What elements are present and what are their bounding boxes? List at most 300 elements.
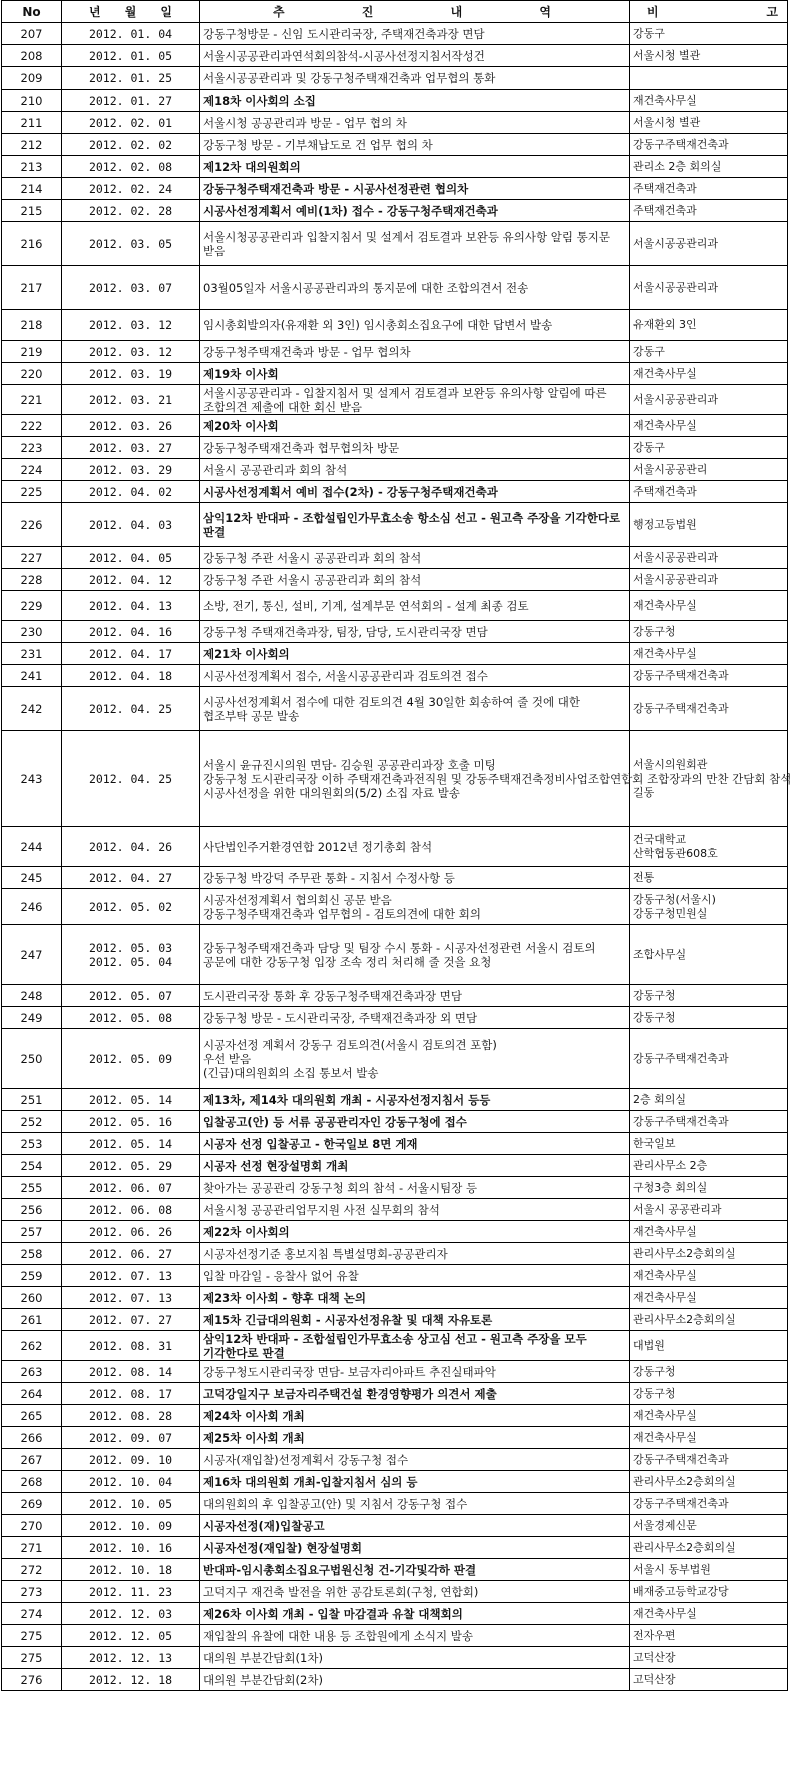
table-row [2, 134, 788, 156]
cell-no: 207 [2, 23, 62, 45]
cell-detail: 제16차 대의원회 개최-입찰지침서 심의 등 [200, 1471, 630, 1493]
cell-note: 재건축사무실 [630, 1405, 788, 1427]
cell-note: 강동구 [630, 437, 788, 459]
cell-detail: 시공사선정계획서 접수에 대한 검토의견 4월 30일한 회송하여 줄 것에 대한 협조부탁 공문 발송 [200, 687, 630, 731]
cell-note: 관리사무소2층회의실 [630, 1243, 788, 1265]
cell-no: 216 [2, 222, 62, 266]
cell-date: 2012. 04. 26 [62, 827, 200, 867]
table-row [2, 731, 788, 827]
cell-date: 2012. 01. 05 [62, 45, 200, 67]
cell-no: 225 [2, 481, 62, 503]
cell-line: 강동구청(서울시) [633, 892, 716, 906]
cell-no: 272 [2, 1559, 62, 1581]
cell-date: 2012. 08. 17 [62, 1383, 200, 1405]
cell-no: 258 [2, 1243, 62, 1265]
table-row [2, 665, 788, 687]
cell-note: 강동구 [630, 23, 788, 45]
cell-line: 강동구청민원실 [633, 906, 708, 920]
table-row [2, 341, 788, 363]
cell-date: 2012. 07. 27 [62, 1309, 200, 1331]
cell-no: 229 [2, 591, 62, 621]
cell-detail: 제21차 이사회의 [200, 643, 630, 665]
cell-date: 2012. 10. 05 [62, 1493, 200, 1515]
cell-note: 재건축사무실 [630, 1427, 788, 1449]
table-row [2, 1581, 788, 1603]
cell-detail: 강동구청도시관리국장 면담- 보금자리아파트 추진실태파악 [200, 1361, 630, 1383]
table-row [2, 621, 788, 643]
cell-note: 전자우편 [630, 1625, 788, 1647]
cell-detail: 제24차 이사회 개최 [200, 1405, 630, 1427]
cell-no: 274 [2, 1603, 62, 1625]
cell-no: 245 [2, 867, 62, 889]
cell-no: 275 [2, 1625, 62, 1647]
cell-date: 2012. 02. 28 [62, 200, 200, 222]
cell-no: 255 [2, 1177, 62, 1199]
table-row [2, 1029, 788, 1089]
table-row [2, 112, 788, 134]
cell-date: 2012. 03. 05 [62, 222, 200, 266]
cell-detail: 제19차 이사회 [200, 363, 630, 385]
cell-date: 2012. 05. 16 [62, 1111, 200, 1133]
cell-detail: 시공사선정계획서 접수, 서울시공공관리과 검토의견 접수 [200, 665, 630, 687]
cell-note: 서울시공공관리과 [630, 385, 788, 415]
table-row [2, 1669, 788, 1691]
cell-no: 230 [2, 621, 62, 643]
cell-date: 2012. 04. 25 [62, 687, 200, 731]
cell-note: 관리사무소2층회의실 [630, 1309, 788, 1331]
cell-date: 2012. 05. 14 [62, 1089, 200, 1111]
cell-line: 건국대학교 [633, 832, 687, 846]
cell-no: 265 [2, 1405, 62, 1427]
cell-note: 배재중고등학교강당 [630, 1581, 788, 1603]
table-row [2, 481, 788, 503]
cell-date: 2012. 03. 21 [62, 385, 200, 415]
cell-no: 243 [2, 731, 62, 827]
cell-date: 2012. 04. 27 [62, 867, 200, 889]
cell-date: 2012. 03. 29 [62, 459, 200, 481]
cell-no: 275 [2, 1647, 62, 1669]
cell-note: 강동구청 [630, 1383, 788, 1405]
table-row [2, 1133, 788, 1155]
table-body [2, 23, 791, 1691]
cell-date: 2012. 04. 18 [62, 665, 200, 687]
cell-detail: 삼익12차 반대파 - 조합설립인가무효소송 상고심 선고 - 원고측 주장을 모두 기각한다로 판결 [200, 1331, 630, 1361]
cell-date: 2012. 04. 12 [62, 569, 200, 591]
cell-detail: 입찰 마감일 - 응찰사 없어 유찰 [200, 1265, 630, 1287]
cell-detail: 고덕강일지구 보금자리주택건설 환경영향평가 의견서 제출 [200, 1383, 630, 1405]
cell-no: 210 [2, 90, 62, 112]
cell-date [62, 925, 200, 985]
cell-detail: 강동구청방문 - 신임 도시관리국장, 주택재건축과장 면담 [200, 23, 630, 45]
history-table [1, 0, 791, 1691]
cell-note: 재건축사무실 [630, 591, 788, 621]
cell-detail: 강동구청 주관 서울시 공공관리과 회의 참석 [200, 569, 630, 591]
cell-note: 서울시공공관리과 [630, 266, 788, 310]
cell-no: 276 [2, 1669, 62, 1691]
cell-detail: 제20차 이사회 [200, 415, 630, 437]
cell-note: 관리소 2층 회의실 [630, 156, 788, 178]
cell-note [630, 889, 788, 925]
cell-no: 217 [2, 266, 62, 310]
cell-date: 2012. 01. 04 [62, 23, 200, 45]
table-row [2, 1427, 788, 1449]
cell-detail: 강동구청 주관 서울시 공공관리과 회의 참석 [200, 547, 630, 569]
cell-no: 267 [2, 1449, 62, 1471]
cell-detail: 서울시청 공공관리과 방문 - 업무 협의 차 [200, 112, 630, 134]
table-row [2, 867, 788, 889]
cell-no: 213 [2, 156, 62, 178]
table-row [2, 437, 788, 459]
table-row [2, 1007, 788, 1029]
cell-date: 2012. 04. 03 [62, 503, 200, 547]
cell-no: 223 [2, 437, 62, 459]
cell-date: 2012. 12. 18 [62, 1669, 200, 1691]
cell-note: 고덕산장 [630, 1647, 788, 1669]
cell-date: 2012. 04. 05 [62, 547, 200, 569]
table-row [2, 547, 788, 569]
cell-detail: 대의원 부분간담회(2차) [200, 1669, 630, 1691]
cell-detail: 서울시청 공공관리업무지원 사전 실무회의 참석 [200, 1199, 630, 1221]
cell-date: 2012. 10. 09 [62, 1515, 200, 1537]
table-row [2, 363, 788, 385]
cell-no: 212 [2, 134, 62, 156]
cell-detail: 대의원회의 후 입찰공고(안) 및 지침서 강동구청 접수 [200, 1493, 630, 1515]
cell-no: 224 [2, 459, 62, 481]
cell-detail: 서울시청공공관리과 입찰지침서 및 설계서 검토결과 보완등 유의사항 알림 통지문 받음 [200, 222, 630, 266]
cell-no: 246 [2, 889, 62, 925]
cell-date: 2012. 04. 17 [62, 643, 200, 665]
cell-note: 재건축사무실 [630, 363, 788, 385]
cell-note: 재건축사무실 [630, 1603, 788, 1625]
header-note: 비 고 [630, 1, 788, 23]
cell-date: 2012. 08. 28 [62, 1405, 200, 1427]
cell-date: 2012. 12. 03 [62, 1603, 200, 1625]
cell-no: 220 [2, 363, 62, 385]
cell-no: 244 [2, 827, 62, 867]
cell-detail: 강동구청주택재건축과 방문 - 시공사선정관련 협의차 [200, 178, 630, 200]
cell-no: 215 [2, 200, 62, 222]
cell-note: 강동구청 [630, 1007, 788, 1029]
cell-note: 서울시공공관리과 [630, 222, 788, 266]
cell-note: 2층 회의실 [630, 1089, 788, 1111]
cell-date: 2012. 02. 01 [62, 112, 200, 134]
cell-no: 257 [2, 1221, 62, 1243]
cell-detail: 시공자선정(재입찰) 현장설명회 [200, 1537, 630, 1559]
cell-date: 2012. 01. 27 [62, 90, 200, 112]
cell-detail: 시공사선정계획서 예비(1차) 접수 - 강동구청주택재건축과 [200, 200, 630, 222]
cell-no: 273 [2, 1581, 62, 1603]
cell-note: 서울시공공관리과 [630, 547, 788, 569]
cell-no: 260 [2, 1287, 62, 1309]
table-row [2, 222, 788, 266]
cell-date: 2012. 09. 10 [62, 1449, 200, 1471]
cell-date: 2012. 04. 13 [62, 591, 200, 621]
cell-note: 행정고등법원 [630, 503, 788, 547]
cell-note: 재건축사무실 [630, 1265, 788, 1287]
cell-detail: 소방, 전기, 통신, 설비, 기계, 설계부문 연석회의 - 설계 최종 검토 [200, 591, 630, 621]
cell-note [630, 827, 788, 867]
cell-detail: 제22차 이사회의 [200, 1221, 630, 1243]
cell-date: 2012. 10. 16 [62, 1537, 200, 1559]
cell-note: 서울시청 별관 [630, 112, 788, 134]
cell-detail: 제23차 이사회 - 향후 대책 논의 [200, 1287, 630, 1309]
cell-detail: 제15차 긴급대의원회 - 시공자선정유찰 및 대책 자유토론 [200, 1309, 630, 1331]
table-row [2, 1199, 788, 1221]
cell-note: 서울시 공공관리과 [630, 1199, 788, 1221]
table-row [2, 1243, 788, 1265]
header-date: 년 월 일 [62, 1, 200, 23]
cell-detail: 강동구청주택재건축과 담당 및 팀장 수시 통화 - 시공자선정관련 서울시 검토의 공문에 대한 강동구청 입장 조속 정리 처리해 줄 것을 요청 [200, 925, 630, 985]
cell-detail: 시공자선정기준 홍보지침 특별설명회-공공관리자 [200, 1243, 630, 1265]
cell-no: 256 [2, 1199, 62, 1221]
cell-no: 250 [2, 1029, 62, 1089]
table-row [2, 1383, 788, 1405]
cell-line: 강동구청주택재건축과 업무협의 - 검토의견에 대한 회의 [203, 906, 481, 921]
cell-note: 강동구주택재건축과 [630, 1029, 788, 1089]
table-row [2, 1265, 788, 1287]
table-row [2, 266, 788, 310]
cell-line: 우선 받음 [203, 1051, 252, 1066]
table-row [2, 1177, 788, 1199]
cell-date: 2012. 03. 26 [62, 415, 200, 437]
table-row [2, 1471, 788, 1493]
cell-detail: 서울시공공관리과 및 강동구청주택재건축과 업무협의 통화 [200, 67, 630, 90]
cell-date: 2012. 05. 29 [62, 1155, 200, 1177]
cell-detail: 서울시공공관리과연석회의참석-시공사선정지침서작성건 [200, 45, 630, 67]
table-row [2, 200, 788, 222]
cell-detail: 시공자 선정 입찰공고 - 한국일보 8면 게재 [200, 1133, 630, 1155]
cell-note: 고덕산장 [630, 1669, 788, 1691]
table-row [2, 1647, 788, 1669]
cell-no: 261 [2, 1309, 62, 1331]
cell-no: 226 [2, 503, 62, 547]
table-row [2, 156, 788, 178]
table-row [2, 1111, 788, 1133]
cell-date: 2012. 09. 07 [62, 1427, 200, 1449]
cell-no: 227 [2, 547, 62, 569]
cell-date: 2012. 05. 08 [62, 1007, 200, 1029]
table-row [2, 925, 788, 985]
cell-note: 관리사무소2층회의실 [630, 1537, 788, 1559]
cell-no: 221 [2, 385, 62, 415]
cell-note: 유재환외 3인 [630, 310, 788, 341]
table-row [2, 1515, 788, 1537]
cell-detail: 제18차 이사회의 소집 [200, 90, 630, 112]
cell-date: 2012. 05. 09 [62, 1029, 200, 1089]
cell-detail: 강동구청주택재건축과 협무협의차 방문 [200, 437, 630, 459]
cell-line: 서울시 윤규진시의원 면담- 김승원 공공관리과장 호출 미팅 [203, 757, 496, 772]
cell-note: 강동구 [630, 341, 788, 363]
table-row [2, 1559, 788, 1581]
table-row [2, 1625, 788, 1647]
cell-detail [200, 889, 630, 925]
cell-note: 대법원 [630, 1331, 788, 1361]
table-row [2, 1287, 788, 1309]
cell-date: 2012. 01. 25 [62, 67, 200, 90]
table-row [2, 1361, 788, 1383]
cell-note: 강동구청 [630, 621, 788, 643]
cell-note: 서울시 동부법원 [630, 1559, 788, 1581]
cell-line: 시공사선정을 위한 대의원회의(5/2) 소집 자료 발송 [203, 785, 460, 800]
cell-line: 시공자선정 계획서 강동구 검토의견(서울시 검토의견 포함) [203, 1037, 497, 1052]
cell-no: 248 [2, 985, 62, 1007]
cell-note: 강동구주택재건축과 [630, 687, 788, 731]
cell-date: 2012. 06. 26 [62, 1221, 200, 1243]
cell-no: 270 [2, 1515, 62, 1537]
cell-note: 강동구주택재건축과 [630, 134, 788, 156]
table-row [2, 1155, 788, 1177]
cell-detail: 강동구청 주택재건축과장, 팀장, 담당, 도시관리국장 면담 [200, 621, 630, 643]
cell-no: 211 [2, 112, 62, 134]
table-row [2, 1603, 788, 1625]
cell-date: 2012. 03. 07 [62, 266, 200, 310]
cell-note: 서울경제신문 [630, 1515, 788, 1537]
cell-detail: 시공사선정계획서 예비 접수(2차) - 강동구청주택재건축과 [200, 481, 630, 503]
cell-line: 2012. 05. 03 [88, 940, 173, 955]
cell-no: 253 [2, 1133, 62, 1155]
cell-note: 재건축사무실 [630, 415, 788, 437]
cell-note: 구청3층 회의실 [630, 1177, 788, 1199]
cell-detail: 대의원 부분간담회(1차) [200, 1647, 630, 1669]
cell-date: 2012. 07. 13 [62, 1287, 200, 1309]
table-row [2, 1537, 788, 1559]
table-row [2, 591, 788, 621]
cell-line: 2012. 05. 04 [88, 954, 173, 969]
cell-no: 231 [2, 643, 62, 665]
cell-detail: 시공자선정(재)입찰공고 [200, 1515, 630, 1537]
cell-note: 재건축사무실 [630, 1221, 788, 1243]
cell-note: 재건축사무실 [630, 1287, 788, 1309]
cell-date: 2012. 04. 02 [62, 481, 200, 503]
table-row [2, 1449, 788, 1471]
cell-note: 관리사무소2층회의실 [630, 1471, 788, 1493]
cell-no: 219 [2, 341, 62, 363]
cell-note: 재건축사무실 [630, 90, 788, 112]
table-header [2, 1, 788, 23]
cell-note: 강동구주택재건축과 [630, 1449, 788, 1471]
cell-no: 242 [2, 687, 62, 731]
cell-date: 2012. 04. 16 [62, 621, 200, 643]
cell-detail: 강동구청 박강덕 주무관 통화 - 지침서 수정사항 등 [200, 867, 630, 889]
cell-date: 2012. 06. 27 [62, 1243, 200, 1265]
cell-note: 주택재건축과 [630, 481, 788, 503]
cell-detail: 고덕지구 재건축 발전을 위한 공감토론회(구청, 연합회) [200, 1581, 630, 1603]
cell-detail: 찾아가는 공공관리 강동구청 회의 참석 - 서울시팀장 등 [200, 1177, 630, 1199]
cell-note: 강동구청 [630, 985, 788, 1007]
cell-detail: 제26차 이사회 개최 - 입찰 마감결과 유찰 대책회의 [200, 1603, 630, 1625]
cell-no: 249 [2, 1007, 62, 1029]
cell-no: 218 [2, 310, 62, 341]
cell-no: 214 [2, 178, 62, 200]
cell-detail: 입찰공고(안) 등 서류 공공관리자인 강동구청에 접수 [200, 1111, 630, 1133]
cell-detail: 삼익12차 반대파 - 조합설립인가무효소송 항소심 선고 - 원고측 주장을 기각한다로 판결 [200, 503, 630, 547]
cell-detail: 재입찰의 유찰에 대한 내용 등 조합원에게 소식지 발송 [200, 1625, 630, 1647]
table-row [2, 310, 788, 341]
cell-date: 2012. 05. 07 [62, 985, 200, 1007]
cell-detail: 반대파-임시총회소집요구법원신청 건-기각및각하 판결 [200, 1559, 630, 1581]
cell-note: 강동구청 [630, 1361, 788, 1383]
cell-date: 2012. 03. 12 [62, 341, 200, 363]
cell-detail: 서울시 공공관리과 회의 참석 [200, 459, 630, 481]
table-row [2, 889, 788, 925]
cell-date: 2012. 07. 13 [62, 1265, 200, 1287]
cell-date: 2012. 10. 18 [62, 1559, 200, 1581]
cell-detail: 사단법인주거환경연합 2012년 정기총회 참석 [200, 827, 630, 867]
table-row [2, 687, 788, 731]
table-row [2, 178, 788, 200]
header-no: No [2, 1, 62, 23]
cell-date: 2012. 05. 02 [62, 889, 200, 925]
cell-detail: 강동구청 방문 - 도시관리국장, 주택재건축과장 외 면담 [200, 1007, 630, 1029]
cell-date: 2012. 02. 24 [62, 178, 200, 200]
cell-note [630, 67, 788, 90]
cell-date: 2012. 05. 14 [62, 1133, 200, 1155]
cell-date: 2012. 06. 08 [62, 1199, 200, 1221]
cell-no: 268 [2, 1471, 62, 1493]
cell-date: 2012. 12. 13 [62, 1647, 200, 1669]
table-row [2, 23, 788, 45]
cell-note: 서울시공공관리과 [630, 569, 788, 591]
cell-detail [200, 1029, 630, 1089]
cell-no: 259 [2, 1265, 62, 1287]
cell-no: 252 [2, 1111, 62, 1133]
cell-date: 2012. 11. 23 [62, 1581, 200, 1603]
cell-no: 271 [2, 1537, 62, 1559]
cell-note: 조합사무실 [630, 925, 788, 985]
table-row [2, 985, 788, 1007]
table-row [2, 67, 788, 90]
cell-detail: 제25차 이사회 개최 [200, 1427, 630, 1449]
cell-no: 247 [2, 925, 62, 985]
table-row [2, 1221, 788, 1243]
cell-no: 241 [2, 665, 62, 687]
table-row [2, 569, 788, 591]
cell-no: 209 [2, 67, 62, 90]
cell-no: 262 [2, 1331, 62, 1361]
cell-no: 266 [2, 1427, 62, 1449]
table-row [2, 503, 788, 547]
cell-date: 2012. 04. 25 [62, 731, 200, 827]
cell-note: 강동구주택재건축과 [630, 1493, 788, 1515]
cell-date: 2012. 03. 27 [62, 437, 200, 459]
cell-detail: 강동구청 방문 - 기부채납도로 건 업무 협의 차 [200, 134, 630, 156]
cell-note: 한국일보 [630, 1133, 788, 1155]
cell-note: 관리사무소 2층 [630, 1155, 788, 1177]
cell-detail: 03월05일자 서울시공공관리과의 통지문에 대한 조합의견서 전송 [200, 266, 630, 310]
cell-line: 서울시의원회관 [633, 757, 708, 771]
cell-detail: 제12차 대의원회의 [200, 156, 630, 178]
cell-no: 228 [2, 569, 62, 591]
cell-no: 269 [2, 1493, 62, 1515]
table-row [2, 643, 788, 665]
cell-note: 재건축사무실 [630, 643, 788, 665]
cell-date: 2012. 12. 05 [62, 1625, 200, 1647]
cell-date: 2012. 03. 12 [62, 310, 200, 341]
cell-line: 강동구청 도시관리국장 이하 주택재건축과전직원 및 강동주택재건축정비사업조합연합회 조합장과의 만찬 간담회 참석 [203, 771, 791, 786]
cell-note: 전통 [630, 867, 788, 889]
cell-no: 263 [2, 1361, 62, 1383]
cell-note: 주택재건축과 [630, 200, 788, 222]
header-detail: 추 진 내 역 [200, 1, 630, 23]
cell-line: 시공자선정계획서 협의회신 공문 받음 [203, 892, 392, 907]
table-row [2, 1331, 788, 1361]
cell-detail: 제13차, 제14차 대의원회 개최 - 시공자선정지침서 등등 [200, 1089, 630, 1111]
cell-detail: 서울시공공관리과 - 입찰지침서 및 설계서 검토결과 보완등 유의사항 알림에 따른 조합의견 제출에 대한 회신 받음 [200, 385, 630, 415]
table-row [2, 827, 788, 867]
cell-line: 길동 [633, 785, 655, 799]
cell-detail: 도시관리국장 통화 후 강동구청주택재건축과장 면담 [200, 985, 630, 1007]
cell-detail: 시공자(재입찰)선정계획서 강동구청 접수 [200, 1449, 630, 1471]
